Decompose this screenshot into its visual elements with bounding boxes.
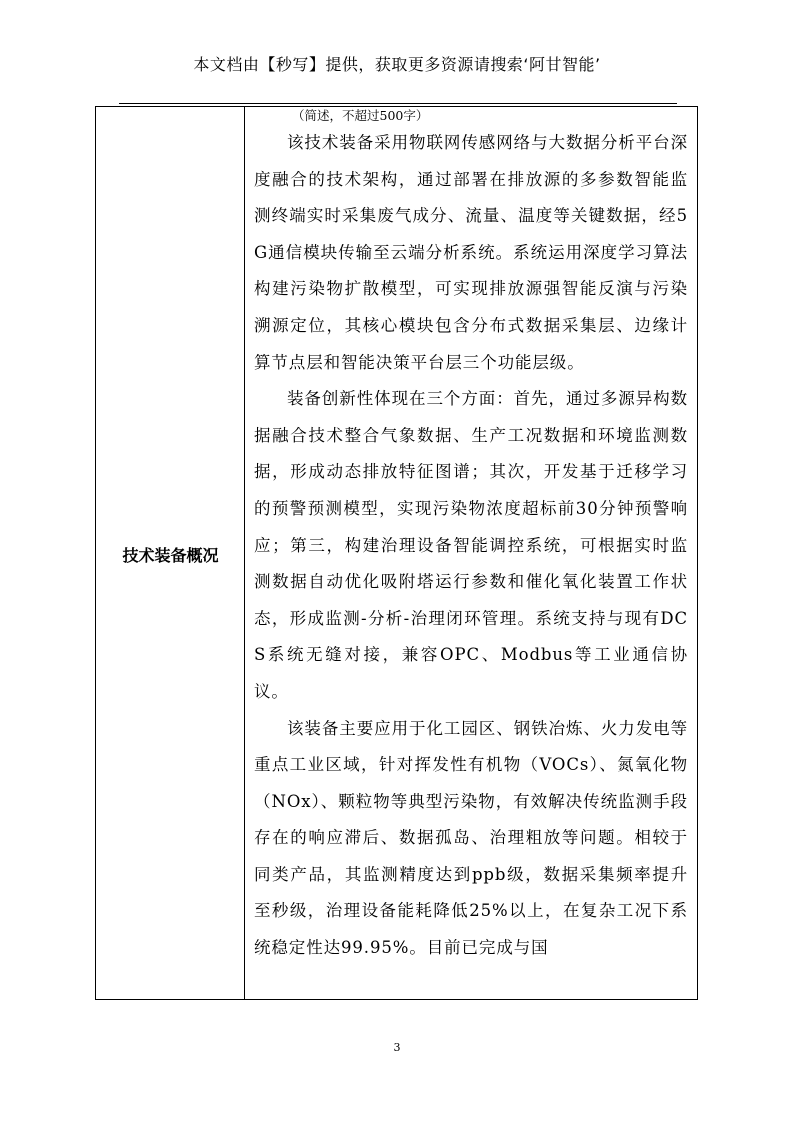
page-number: 3 — [393, 1041, 401, 1054]
row-label: 技术装备概况 — [122, 546, 219, 565]
paragraph-3: 该装备主要应用于化工园区、钢铁冶炼、火力发电等重点工业区域，针对挥发性有机物（VOCs）、氮氧化物（NOx）、颗粒物等典型污染物，有效解决传统监测手段存在的响应滞后、数据孤岛、治理粗放等问题。相较于同类产品，其监测精度达到ppb级，数据采集频率提升至秒级，治理设备能耗降低25%以上，在复杂工况下系统稳定性达99.95%。目前已完成与国 — [254, 718, 688, 958]
field-hint: （简述，不超过500字） — [292, 108, 429, 123]
form-table — [95, 106, 698, 1000]
content-cell — [245, 107, 697, 999]
label-cell — [96, 107, 245, 999]
page-header: 本文档由【秒写】提供，获取更多资源请搜索‘阿甘智能’ — [193, 55, 601, 74]
paragraph-1: 该技术装备采用物联网传感网络与大数据分析平台深度融合的技术架构，通过部署在排放源的多参数智能监测终端实时采集废气成分、流量、温度等关键数据，经5G通信模块传输至云端分析系统。系统运用深度学习算法构建污染物扩散模型，可实现排放源强智能反演与污染溯源定位，其核心模块包含分布式数据采集层、边缘计算节点层和智能决策平台层三个功能层级。 — [254, 133, 688, 372]
paragraph-2: 装备创新性体现在三个方面：首先，通过多源异构数据融合技术整合气象数据、生产工况数据和环境监测数据，形成动态排放特征图谱；其次，开发基于迁移学习的预警预测模型，实现污染物浓度超标前30分钟预警响应；第三，构建治理设备智能调控系统，可根据实时监测数据自动优化吸附塔运行参数和催化氧化装置工作状态，形成监测-分析-治理闭环管理。系统支持与现有DCS系统无缝对接，兼容OPC、Modbus等工业通信协议。 — [254, 389, 688, 701]
header-divider — [119, 103, 677, 104]
